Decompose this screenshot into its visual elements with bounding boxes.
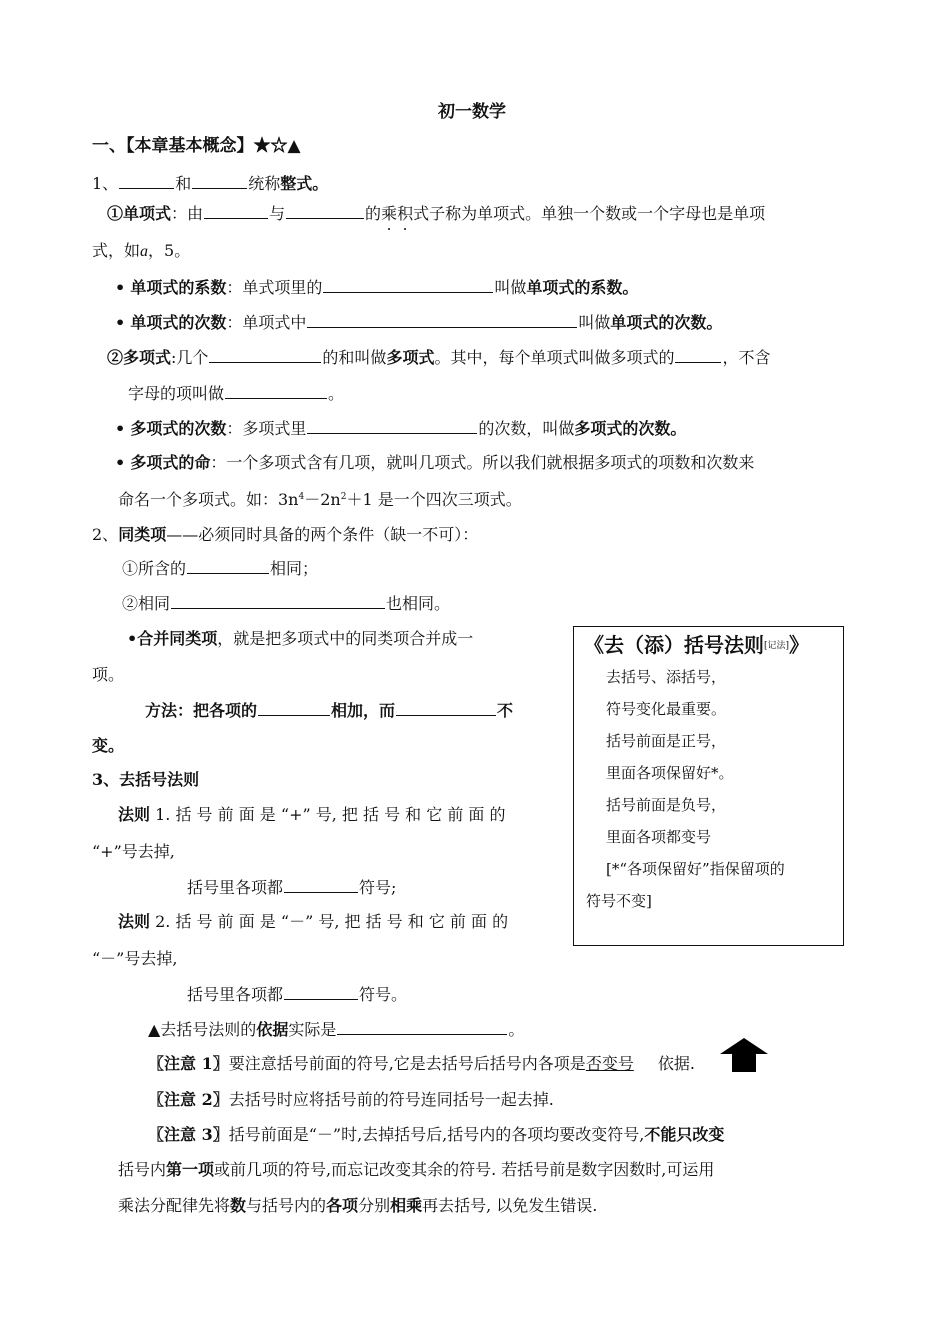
polynomial-line: ②多项式:几个 的和叫做多项式。其中，每个单项式叫做多项式的 ，不含 bbox=[107, 348, 771, 367]
method-line-2: 变。 bbox=[92, 736, 125, 755]
rule-2-line-3: 括号里各项都 符号。 bbox=[187, 985, 408, 1004]
blank[interactable] bbox=[284, 983, 358, 1000]
box-line: 符号不变] bbox=[586, 892, 652, 910]
note-3: 〖注意 3〗括号前面是“－”时,去掉括号后,括号内的各项均要改变符号,不能只改变 bbox=[148, 1125, 725, 1144]
page-title: 初一数学 bbox=[438, 102, 506, 122]
blank[interactable] bbox=[323, 276, 493, 293]
polynomial-line-2: 字母的项叫做 。 bbox=[128, 384, 345, 403]
up-arrow-icon bbox=[720, 1038, 768, 1072]
box-title: 《去（添）括号法则[记法]》 bbox=[584, 633, 810, 657]
box-line: 括号前面是负号， bbox=[606, 796, 727, 814]
item-3-heading: 3、去括号法则 bbox=[92, 770, 200, 789]
basis-line: ▲去括号法则的依据实际是 。 bbox=[148, 1020, 525, 1039]
blank[interactable] bbox=[225, 382, 327, 399]
degree-line: • 单项式的次数：单项式中 叫做单项式的次数。 bbox=[115, 313, 723, 332]
method-line: 方法：把各项的 相加，而 不 bbox=[145, 701, 514, 720]
rule-1-line: 法则 1. 括 号 前 面 是 “+” 号, 把 括 号 和 它 前 面 的 bbox=[118, 805, 506, 824]
polynomial-degree-line: • 多项式的次数：多项式里 的次数，叫做多项式的次数。 bbox=[115, 419, 687, 438]
blank[interactable] bbox=[675, 346, 721, 363]
blank[interactable] bbox=[187, 557, 269, 574]
coefficient-line: • 单项式的系数：单式项里的 叫做单项式的系数。 bbox=[115, 278, 639, 297]
box-line: 符号变化最重要。 bbox=[606, 700, 727, 718]
blank[interactable] bbox=[284, 876, 358, 893]
section-heading-1: 一、【本章基本概念】★☆▲ bbox=[92, 136, 301, 156]
box-line: 去括号、添括号， bbox=[606, 668, 727, 686]
blank[interactable] bbox=[204, 202, 268, 219]
note-3-line-3: 乘法分配律先将数与括号内的各项分别相乘再去括号, 以免发生错误. bbox=[118, 1196, 598, 1215]
bracket-rule-mnemonic-box bbox=[573, 626, 844, 946]
blank[interactable] bbox=[119, 172, 174, 189]
box-line: 里面各项保留好*。 bbox=[606, 764, 734, 782]
dotted-emphasis: 乘积 bbox=[381, 204, 413, 223]
box-line: 括号前面是正号， bbox=[606, 732, 727, 750]
polynomial-naming-line: • 多项式的命：一个多项式含有几项，就叫几项式。所以我们就根据多项式的项数和次数来 bbox=[115, 453, 755, 472]
rule-1-line-3: 括号里各项都 符号; bbox=[187, 878, 397, 897]
note-3-line-2: 括号内第一项或前几项的符号,而忘记改变其余的符号. 若括号前是数字因数时,可运用 bbox=[118, 1160, 715, 1179]
merge-line: •合并同类项，就是把多项式中的同类项合并成一 bbox=[127, 629, 474, 648]
blank[interactable] bbox=[171, 592, 385, 609]
blank[interactable] bbox=[396, 699, 496, 716]
blank[interactable] bbox=[258, 699, 330, 716]
polynomial-naming-line-2: 命名一个多项式。如：$3n^4-2n^2+1$ 是一个四次三项式。 bbox=[118, 490, 522, 509]
note-1: 〖注意 1〗要注意括号前面的符号,它是去括号后括号内各项是否变号 依据. bbox=[148, 1054, 695, 1073]
blank[interactable] bbox=[192, 172, 247, 189]
monomial-line-2: 式，如a，5。 bbox=[92, 241, 191, 260]
blank[interactable] bbox=[286, 202, 364, 219]
blank[interactable] bbox=[307, 417, 477, 434]
condition-1: ①所含的 相同； bbox=[122, 559, 319, 578]
merge-line-2: 项。 bbox=[92, 665, 125, 684]
condition-2: ②相同 也相同。 bbox=[122, 594, 451, 613]
rule-2-line-2: “－”号去掉, bbox=[92, 949, 178, 968]
rule-1-line-2: “+”号去掉, bbox=[92, 842, 175, 861]
blank[interactable] bbox=[209, 346, 321, 363]
blank[interactable] bbox=[307, 311, 577, 328]
box-line: [*“各项保留好”指保留项的 bbox=[606, 860, 785, 878]
item-2-line: 2、同类项——必须同时具备的两个条件（缺一不可）： bbox=[92, 525, 479, 544]
note-2: 〖注意 2〗去括号时应将括号前的符号连同括号一起去掉. bbox=[148, 1090, 554, 1109]
blank[interactable] bbox=[337, 1018, 507, 1035]
box-line: 里面各项都变号 bbox=[606, 828, 712, 846]
rule-2-line: 法则 2. 括 号 前 面 是 “－” 号, 把 括 号 和 它 前 面 的 bbox=[118, 912, 509, 931]
item-1-line: 1、 和 统称整式。 bbox=[92, 174, 329, 193]
monomial-line: ①单项式：由 与 的乘积 式子称为单项式。单独一个数或一个字母也是单项 bbox=[107, 202, 765, 225]
